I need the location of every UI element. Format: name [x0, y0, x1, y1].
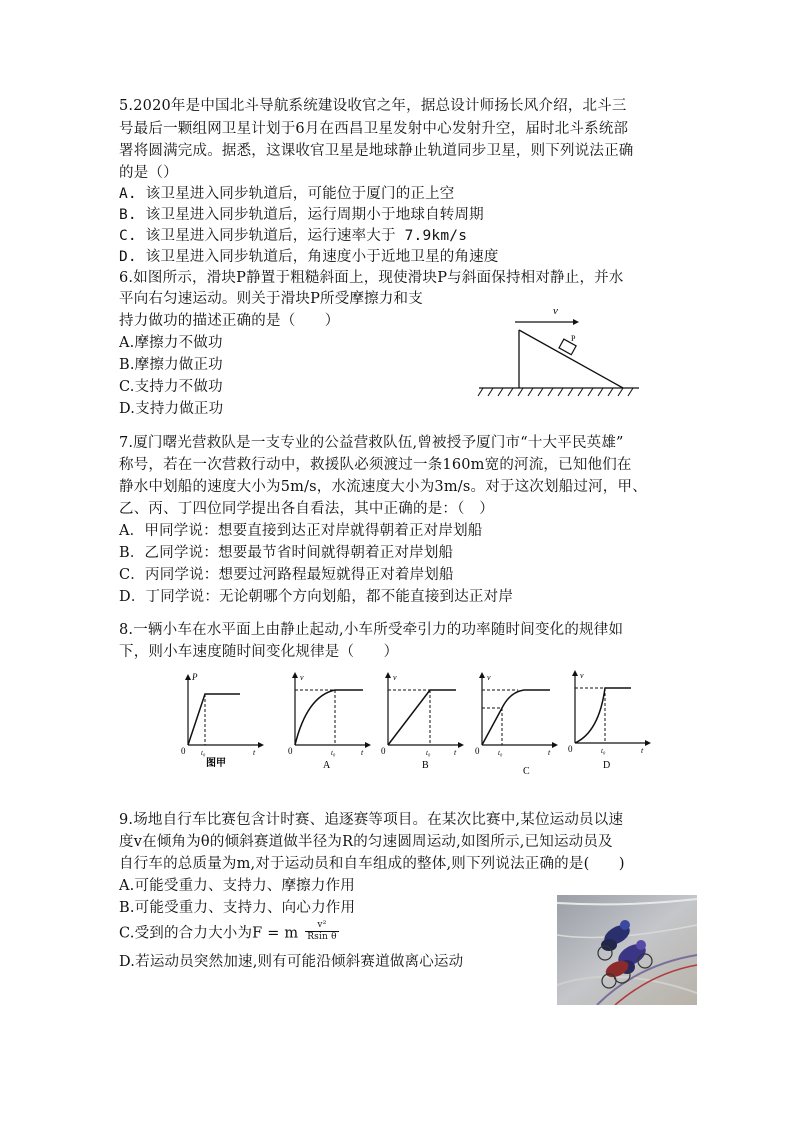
- fraction-denominator: Rsin θ: [307, 932, 337, 942]
- q9-option-b: B.可能受重力、支持力、向心力作用: [119, 900, 356, 916]
- velocity-label: v: [553, 305, 558, 317]
- graph3-y-label: v: [487, 673, 491, 682]
- q5-stem-line-2: 号最后一颗组网卫星计划于6月在西昌卫星发射中心发射升空，届时北斗系统部: [119, 121, 629, 137]
- graph4-tick: t₀: [601, 747, 606, 755]
- graph4-x-label: t: [641, 746, 644, 755]
- q9-option-c-prefix: C.受到的合力大小为F = m: [119, 925, 299, 942]
- q5-stem-line-4: 的是（）: [119, 165, 178, 181]
- q9-option-a: A.可能受重力、支持力、摩擦力作用: [119, 878, 355, 894]
- q7-option-d: D．丁同学说：无论朝哪个方向划船，都不能直接到达正对岸: [119, 589, 514, 605]
- q6-option-d: D.支持力做正功: [119, 401, 224, 417]
- q6-option-b: B.摩擦力做正功: [119, 357, 223, 373]
- incline-figure: [475, 300, 645, 400]
- graph0-origin: 0: [181, 746, 186, 756]
- q9-stem-line-2: 度v在倾角为θ的倾斜赛道做半径为R的匀速圆周运动,如图所示,已知运动员及: [119, 834, 613, 850]
- formula-fraction: [305, 920, 339, 943]
- graph1-tick: t₀: [331, 749, 336, 757]
- graph0-x-label: t: [253, 748, 256, 757]
- q5-option-a: A. 该卫星进入同步轨道后，可能位于厦门的正上空: [119, 186, 455, 202]
- q7-stem-line-2: 称号，若在一次营救行动中，救援队必须渡过一条160m宽的河流，已知他们在: [119, 457, 632, 473]
- graph2-x-label: t: [454, 748, 457, 757]
- q6-stem-line-1: 6.如图所示，滑块P静置于粗糙斜面上，现使滑块P与斜面保持相对静止，并水: [119, 270, 624, 286]
- graph-option-c: [472, 668, 562, 778]
- q8-stem-line-1: 8.一辆小车在水平面上由静止起动,小车所受牵引力的功率随时间变化的规律如: [119, 622, 624, 638]
- q7-option-b: B．乙同学说：想要最节省时间就得朝着正对岸划船: [119, 545, 454, 561]
- graph4-caption: D: [603, 760, 611, 770]
- q6-option-a: A.摩擦力不做功: [119, 335, 223, 351]
- q7-stem-line-1: 7.厦门曙光营救队是一支专业的公益营救队伍,曾被授予厦门市“十大平民英雄”: [119, 435, 624, 451]
- q5-stem-line-1: 5.2020年是中国北斗导航系统建设收官之年，据总设计师扬长风介绍，北斗三: [119, 98, 627, 114]
- q6-option-c: C.支持力不做功: [119, 379, 223, 395]
- q7-option-c: C．丙同学说：想要过河路程最短就得正对着岸划船: [119, 567, 454, 583]
- graph0-tick: t₀: [201, 749, 206, 757]
- graph1-caption: A: [323, 760, 331, 771]
- q7-stem-line-3: 静水中划船的速度大小为5m/s，水流速度大小为3m/s。对于这次划船过河，甲、: [119, 479, 647, 495]
- graph3-caption: C: [523, 766, 530, 777]
- graph2-caption: B: [422, 760, 429, 771]
- q6-stem-line-2: 平向右匀速运动。则关于滑块P所受摩擦力和支: [119, 291, 423, 307]
- graph-option-d: [565, 666, 655, 770]
- q8-stem-line-2: 下，则小车速度随时间变化规律是（ ）: [119, 644, 399, 660]
- graph2-origin: 0: [381, 746, 386, 756]
- graph4-origin: 0: [568, 744, 573, 754]
- q7-option-a: A．甲同学说：想要直接到达正对岸就得朝着正对岸划船: [119, 523, 483, 539]
- q7-stem-line-4: 乙、丙、丁四位同学提出各自看法，其中正确的是：（ ）: [119, 501, 494, 517]
- fraction-numerator: v²: [305, 920, 339, 932]
- q9-stem-line-1: 9.场地自行车比赛包含计时赛、追逐赛等项目。在某次比赛中,某位运动员以速: [119, 812, 624, 828]
- q5-option-d: D. 该卫星进入同步轨道后，角速度小于近地卫星的角速度: [119, 249, 499, 265]
- graph3-tick: t₀: [498, 749, 503, 757]
- q5-stem-line-3: 署将圆满完成。据悉，这课收官卫星是地球静止轨道同步卫星，则下列说法正确: [119, 143, 634, 159]
- q5-option-c: C. 该卫星进入同步轨道后，运行速率大于 7.9km/s: [119, 228, 468, 244]
- graph1-x-label: t: [361, 748, 364, 757]
- block-label: P: [571, 334, 576, 343]
- graph2-y-label: v: [393, 673, 397, 682]
- graph3-origin: 0: [475, 746, 480, 756]
- graph3-x-label: t: [548, 748, 551, 757]
- q9-stem-line-3: 自行车的总质量为m,对于运动员和自车组成的整体,则下列说法正确的是( ): [119, 856, 625, 872]
- cycling-photo: [557, 895, 697, 1005]
- graph1-origin: 0: [288, 746, 293, 756]
- graph1-y-label: v: [300, 673, 304, 682]
- graph-option-a: [285, 668, 375, 772]
- graph0-y-label: P: [192, 672, 198, 682]
- graph4-y-label: v: [580, 671, 584, 680]
- graph-power-time: [178, 670, 268, 770]
- graph0-caption: 图甲: [206, 758, 226, 769]
- q6-stem-line-3: 持力做功的描述正确的是（ ）: [119, 313, 340, 329]
- q9-option-c: [119, 922, 339, 945]
- q9-option-d: D.若运动员突然加速,则有可能沿倾斜赛道做离心运动: [119, 954, 464, 970]
- graph-option-b: [378, 668, 468, 772]
- q5-option-b: B. 该卫星进入同步轨道后，运行周期小于地球自转周期: [119, 207, 484, 223]
- graph2-tick: t₀: [426, 749, 431, 757]
